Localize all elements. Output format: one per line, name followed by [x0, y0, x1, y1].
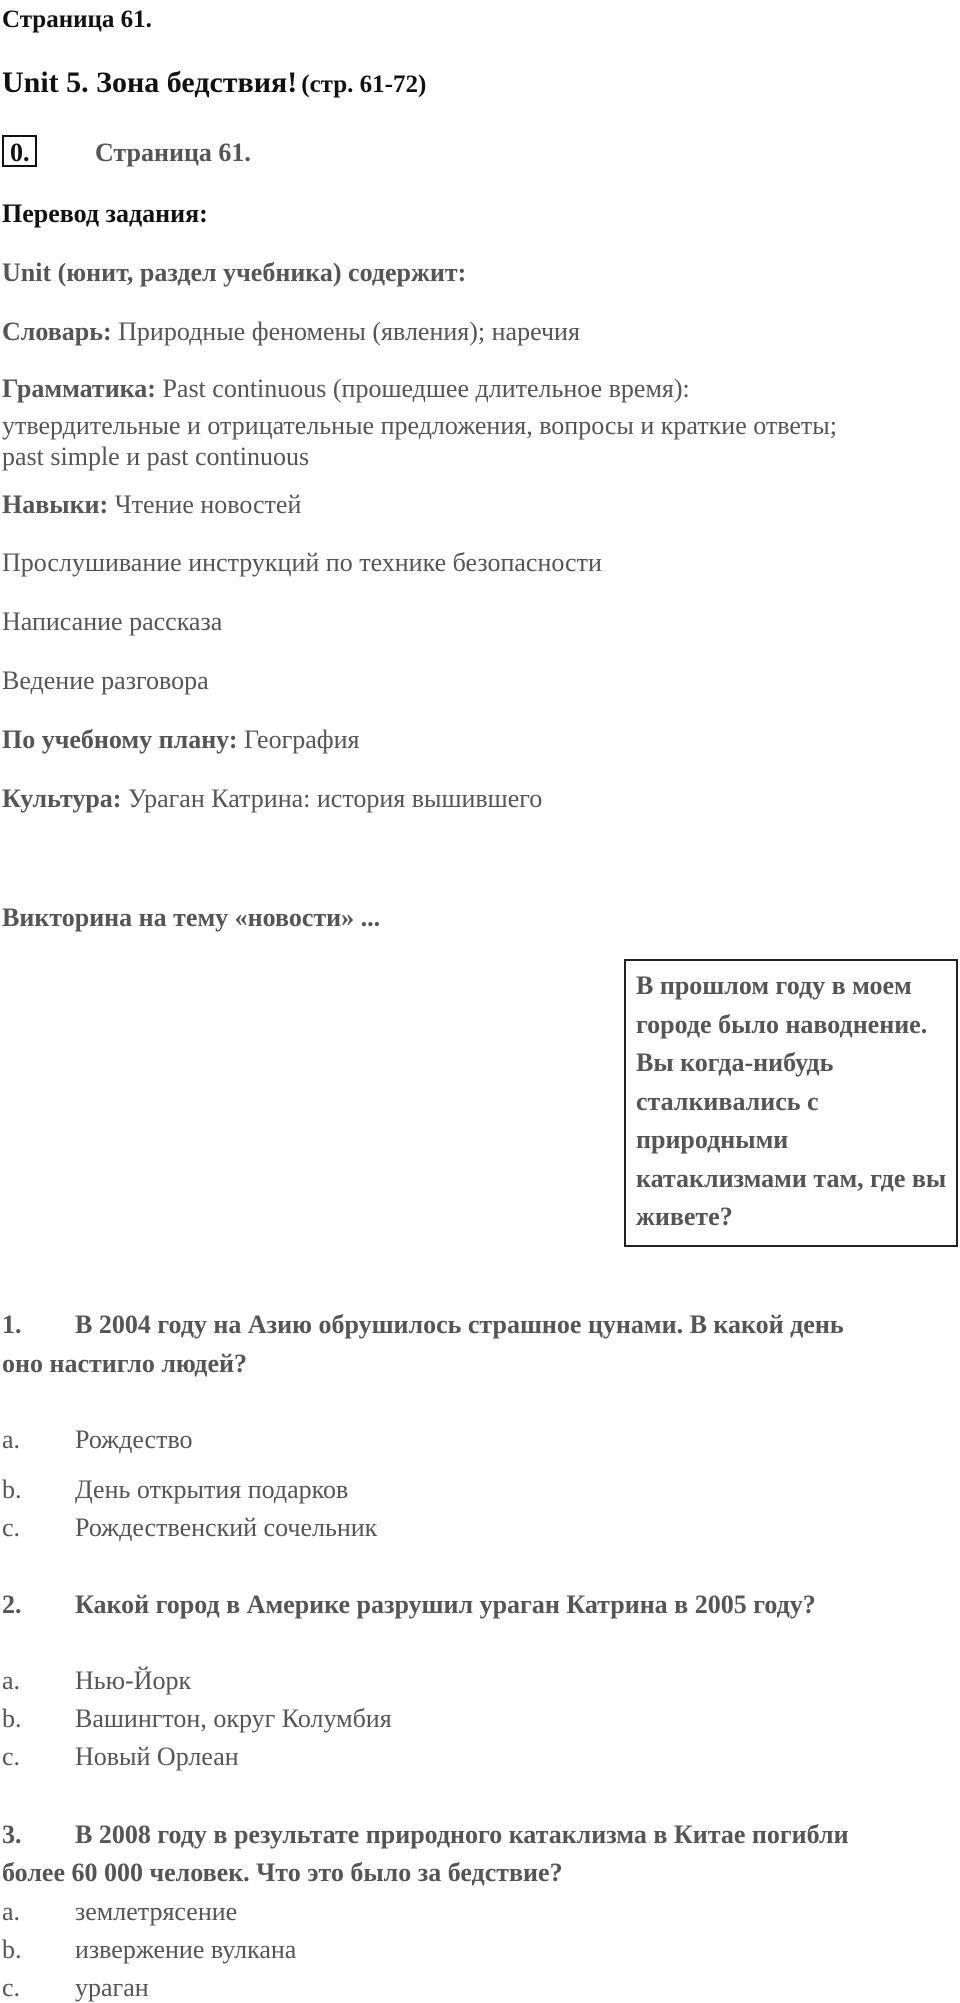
grammar-line-1	[2, 376, 690, 402]
option-text: землетрясение	[75, 1897, 238, 1926]
question-text-line-1: В 2008 году в результате природного катаклизма в Китае погибли	[75, 1820, 849, 1849]
option-text: извержение вулкана	[75, 1935, 297, 1964]
option-letter: a.	[2, 1425, 21, 1454]
option-letter: c.	[2, 1742, 21, 1771]
culture-text: Ураган Катрина: история вышившего	[127, 784, 543, 813]
option-letter: b.	[2, 1704, 22, 1733]
option-text: День открытия подарков	[75, 1475, 349, 1504]
section-title: Страница 61.	[95, 138, 251, 167]
option-letter: a.	[2, 1666, 21, 1695]
option-letter: c.	[2, 1513, 21, 1542]
question-text-line-2: оно настигло людей?	[2, 1349, 247, 1378]
option-letter: c.	[2, 1973, 21, 2002]
contents-heading: Unit (юнит, раздел учебника) содержит:	[2, 258, 467, 287]
translation-heading: Перевод задания:	[2, 199, 208, 228]
curriculum-line	[2, 727, 360, 753]
option-text: Рождество	[75, 1425, 193, 1454]
grammar-text-2: утвердительные и отрицательные предложения, вопросы и краткие ответы;	[2, 411, 837, 440]
skills-line	[2, 492, 301, 518]
option-text: Рождественский сочельник	[75, 1513, 378, 1542]
unit-title-line	[2, 68, 426, 98]
skill-item: Прослушивание инструкций по технике безопасности	[2, 548, 602, 577]
question-number: 2.	[2, 1590, 22, 1619]
option-text: Новый Орлеан	[75, 1742, 239, 1771]
option-text: ураган	[75, 1973, 149, 2002]
culture-label: Культура:	[2, 784, 122, 813]
option-letter: b.	[2, 1935, 22, 1964]
callout-text: В прошлом году в моем городе было наводнение. Вы когда-нибудь сталкивались с природными катаклизмами там, где вы живете?	[636, 971, 947, 1231]
vocabulary-label: Словарь:	[2, 317, 112, 346]
question-number: 1.	[2, 1310, 22, 1339]
grammar-label: Грамматика:	[2, 374, 156, 403]
grammar-text-1: Past continuous (прошедшее длительное время):	[162, 374, 690, 403]
option-letter: b.	[2, 1475, 22, 1504]
question-text-line-1: В 2004 году на Азию обрушилось страшное цунами. В какой день	[75, 1310, 844, 1339]
option-text: Вашингтон, округ Колумбия	[75, 1704, 392, 1733]
option-text: Нью-Йорк	[75, 1666, 192, 1695]
page-label: Страница 61.	[2, 6, 152, 33]
option-letter: a.	[2, 1897, 21, 1926]
section-number: 0.	[10, 138, 30, 167]
unit-pages: (стр. 61-72)	[301, 71, 427, 98]
curriculum-label: По учебному плану:	[2, 725, 238, 754]
skill-item: Написание рассказа	[2, 607, 223, 636]
grammar-text-3: past simple и past continuous	[2, 442, 310, 471]
callout-box	[624, 959, 958, 1247]
question-text-line-1: Какой город в Америке разрушил ураган Катрина в 2005 году?	[75, 1590, 816, 1619]
curriculum-text: География	[244, 725, 360, 754]
section-number-box	[2, 135, 37, 167]
culture-line	[2, 786, 542, 812]
question-number: 3.	[2, 1820, 22, 1849]
vocabulary-line	[2, 319, 580, 345]
unit-title: Unit 5. Зона бедствия!	[2, 66, 298, 99]
quiz-heading: Викторина на тему «новости» ...	[2, 903, 381, 932]
skill-item: Ведение разговора	[2, 666, 209, 695]
question-text-line-2: более 60 000 человек. Что это было за бедствие?	[2, 1858, 563, 1887]
skill-item: Чтение новостей	[114, 490, 302, 519]
skills-label: Навыки:	[2, 490, 109, 519]
vocabulary-text: Природные феномены (явления); наречия	[118, 317, 580, 346]
